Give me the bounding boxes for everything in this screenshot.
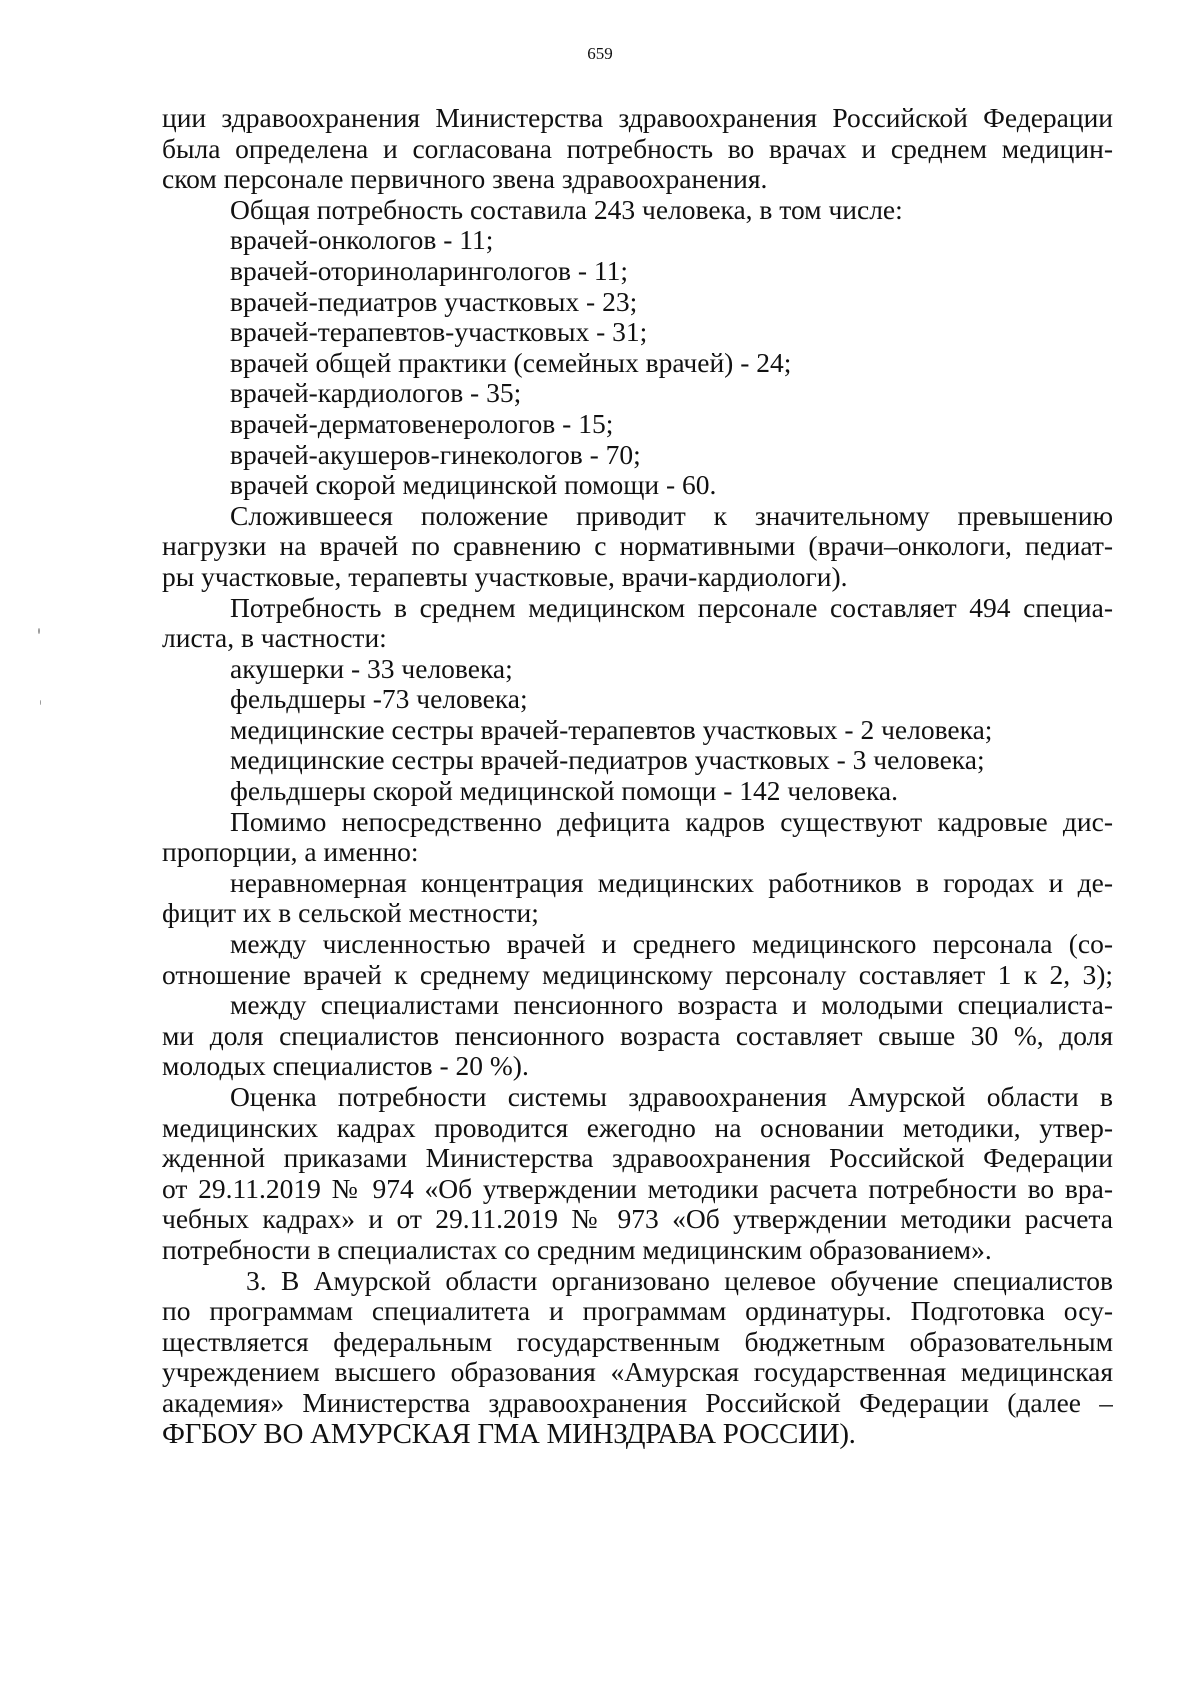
list-item: акушерки - 33 человека; xyxy=(230,652,513,684)
list-item: врачей-оториноларингологов - 11; xyxy=(230,254,629,286)
text-line: Общая потребность составила 243 человека, в том числе: xyxy=(230,193,903,225)
text-line: фицит их в сельской местности; xyxy=(162,897,539,929)
text-line: ФГБОУ ВО АМУРСКАЯ ГМА МИНЗДРАВА РОССИИ). xyxy=(162,1417,856,1450)
text-line: ми доля специалистов пенсионного возраста составляет свыше 30 %, доля xyxy=(162,1020,1113,1051)
text-line: ры участковые, терапевты участковые, врачи-кардиологи). xyxy=(162,560,848,592)
list-item: врачей скорой медицинской помощи - 60. xyxy=(230,469,717,501)
text-line: учреждением высшего образования «Амурская государственная медицинская xyxy=(162,1357,1113,1388)
list-item: врачей-онкологов - 11; xyxy=(230,224,494,256)
text-line: от 29.11.2019 № 974 «Об утверждении методики расчета потребности во вра- xyxy=(162,1173,1113,1204)
text-line: молодых специалистов - 20 %). xyxy=(162,1050,529,1082)
text-line: Оценка потребности системы здравоохранения Амурской области в xyxy=(230,1082,1113,1112)
text-line: потребности в специалистах со средним медицинским образованием». xyxy=(162,1233,992,1265)
list-item: врачей-кардиологов - 35; xyxy=(230,377,522,409)
text-line: между специалистами пенсионного возраста и молодыми специалиста- xyxy=(230,990,1113,1021)
list-item: медицинские сестры врачей-терапевтов участковых - 2 человека; xyxy=(230,713,993,745)
text-line: Помимо непосредственно дефицита кадров существуют кадровые дис- xyxy=(230,806,1113,837)
page-number: 659 xyxy=(587,44,613,63)
text-line: медицинских кадрах проводится ежегодно на основании методики, утвер- xyxy=(162,1112,1113,1143)
list-item: фельдшеры скорой медицинской помощи - 142 человека. xyxy=(230,775,898,807)
list-item: врачей-акушеров-гинекологов - 70; xyxy=(230,438,641,470)
list-item: медицинские сестры врачей-педиатров участковых - 3 человека; xyxy=(230,744,985,776)
scan-speck xyxy=(40,700,41,705)
list-item: фельдшеры -73 человека; xyxy=(230,683,528,715)
text-line: листа, в частности: xyxy=(162,622,387,654)
text-line: академия» Министерства здравоохранения Российской Федерации (далее – xyxy=(162,1387,1113,1418)
text-line: пропорции, а именно: xyxy=(162,836,419,868)
text-line: нагрузки на врачей по сравнению с нормативными (врачи–онкологи, педиат- xyxy=(162,531,1113,562)
text-line: жденной приказами Министерства здравоохранения Российской Федерации xyxy=(162,1143,1113,1174)
text-line: отношение врачей к среднему медицинскому персоналу составляет 1 к 2, 3); xyxy=(162,959,1113,990)
text-line: неравномерная концентрация медицинских работников в городах и де- xyxy=(230,867,1113,898)
text-line: между численностью врачей и среднего медицинского персонала (со- xyxy=(230,929,1113,960)
text-line: была определена и согласована потребность во врачах и среднем медицин- xyxy=(162,133,1113,164)
list-item: врачей-дерматовенерологов - 15; xyxy=(230,407,614,439)
text-line: чебных кадрах» и от 29.11.2019 № 973 «Об утверждении методики расчета xyxy=(162,1204,1113,1235)
list-item: врачей-терапевтов-участковых - 31; xyxy=(230,316,648,348)
text-line: 3. В Амурской области организовано целевое обучение специалистов xyxy=(246,1265,1113,1296)
scan-speck xyxy=(38,628,40,634)
document-body xyxy=(162,103,1113,1449)
text-line: ществляется федеральным государственным бюджетным образовательным xyxy=(162,1326,1113,1357)
text-line: Потребность в среднем медицинском персонале составляет 494 специа- xyxy=(230,592,1113,623)
text-line: по программам специалитета и программам ординатуры. Подготовка осу- xyxy=(162,1296,1113,1327)
text-line: Сложившееся положение приводит к значительному превышению xyxy=(230,500,1113,531)
text-line: ции здравоохранения Министерства здравоохранения Российской Федерации xyxy=(162,103,1113,133)
text-line: ском персонале первичного звена здравоохранения. xyxy=(162,163,768,195)
list-item: врачей общей практики (семейных врачей) - 24; xyxy=(230,346,792,378)
list-item: врачей-педиатров участковых - 23; xyxy=(230,285,638,317)
